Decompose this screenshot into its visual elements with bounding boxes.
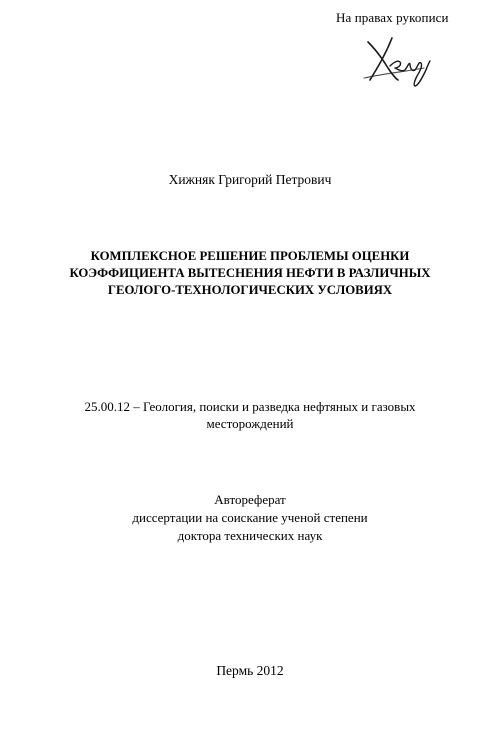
specialty-code [30, 398, 470, 432]
title-line: КОМПЛЕКСНОЕ РЕШЕНИЕ ПРОБЛЕМЫ ОЦЕНКИ [90, 249, 410, 263]
city-year: Пермь 2012 [216, 663, 284, 678]
title-line: ГЕОЛОГО-ТЕХНОЛОГИЧЕСКИХ УСЛОВИЯХ [107, 283, 393, 297]
abstract-line: доктора технических наук [177, 528, 323, 543]
signature-graphic [362, 28, 432, 90]
abstract-line: Автореферат [214, 492, 286, 507]
specialty-line: месторождений [206, 416, 294, 431]
author-name: Хижняк Григорий Петрович [168, 172, 332, 187]
title-line: КОЭФФИЦИЕНТА ВЫТЕСНЕНИЯ НЕФТИ В РАЗЛИЧНЫХ [69, 266, 431, 280]
abstract-line: диссертации на соискание ученой степени [132, 510, 368, 525]
handwritten-signature [362, 28, 432, 90]
abstract-description [30, 491, 470, 545]
manuscript-rights-note: На правах рукописи [336, 10, 449, 25]
specialty-line: 25.00.12 – Геология, поиски и разведка нефтяных и газовых [84, 399, 416, 414]
dissertation-title [30, 248, 470, 299]
